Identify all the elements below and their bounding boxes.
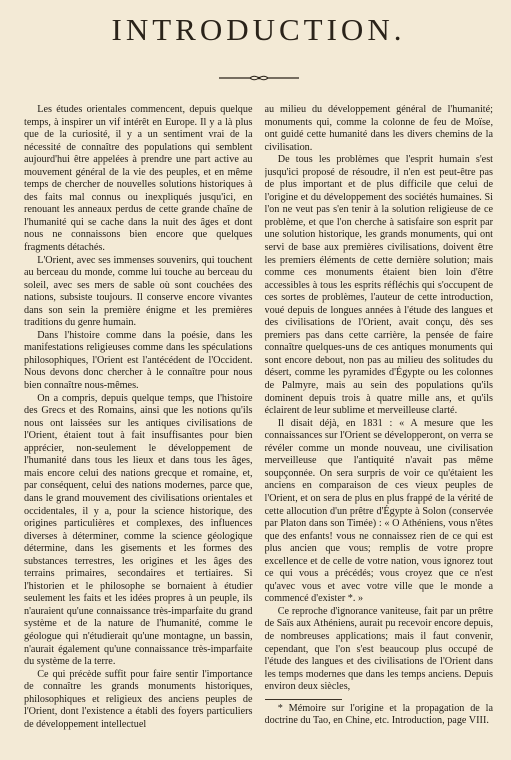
paragraph: De tous les problèmes que l'esprit humain s'est jusqu'ici proposé de résoudre, il n'en est peut-être pas de plus important et de plus difficile que celui de l'origine et du développement des sociétés humaines. Si l'on ne veut pas s'en tenir à la solution religieuse de ce problème, et que l'on cherche à satisfaire son esprit par une solution historique, les grands monuments, qui ont servi de base aux premières civilisations, doivent être les premiers éléments de cette dernière solution; mais comme ces monuments étaient bien loin d'être accessibles à tous les esprits réfléchis qui s'occupent de ces sortes de problèmes, l'auteur de cette introduction, voué depuis de longues années à l'étude des langues et des civilisations de l'Orient, avait conçu, dès ses premiers pas dans cette carrière, la pensée de faire connaître quelques-uns de ces antiques monuments qui sont encore debout, non pas au milieu des solitudes du désert, comme les pyramides d'Égypte ou les colonnes de Palmyre, mais au sein des populations qu'ils dominent depuis trois à quatre mille ans, et qu'ils éclairent de leur sublime et merveilleuse clarté. <box>264 154 493 417</box>
text-columns <box>24 104 493 736</box>
paragraph: On a compris, depuis quelque temps, que l'histoire des Grecs et des Romains, ainsi que les notions qu'ils nous ont laissées sur les antiques civilisations de l'Orient, étaient tout à fait insuffisantes pour bien apprécier, non-seulement le développement de l'humanité dans tous les lieux et dans tous les âges, mais encore celui des nations grecque et romaine, et, par conséquent, celui des nations modernes, parce que, dans le grand mouvement des civilisations orientales et occidentales, il y a, pour la science historique, des origines particulières et complexes, des influences diverses à déterminer, comme la science géologique détermine, dans les gisements et les formes des substances terrestres, les origines et les âges des terrains primaires, secondaires et tertiaires. Si l'historien et le philosophe se bornaient à étudier seulement les faits et les idées propres à un peuple, ils n'auraient qu'une connaissance très-imparfaite du grand système et de la nature de l'humanité, comme le géologue qui n'étudierait qu'une montagne, un bassin, n'aurait également qu'une connaissance très-imparfaite du système de la terre. <box>24 392 253 668</box>
paragraph: Il disait déjà, en 1831 : « A mesure que les connaissances sur l'Orient se développeront, on verra se révéler comme un monde nouveau, une civilisation merveilleuse que l'antiquité n'avait pas même soupçonnée. On sera surpris de voir ce qu'étaient les anciens en comparaison de ces vieux peuples de l'Orient, et on sera de plus en plus frappé de la vérité de cette allocution d'un prêtre d'Égypte à Solon (conservée par Platon dans son Timée) : « O Athéniens, vous n'êtes que des enfants! vous ne connaissez rien de ce qui est plus ancien que vous; remplis de votre propre excellence et de celle de votre nation, vous ignorez tout ce qui vous a précédés; vous croyez que ce n'est qu'avec vous et avec votre ville que le monde a commencé d'exister *. » <box>264 417 493 605</box>
right-column <box>265 104 494 736</box>
footnote-rule <box>265 699 343 700</box>
paragraph: Ce qui précède suffit pour faire sentir l'importance de connaître les grands monuments historiques, philosophiques et religieux des anciens peuples de l'Orient, dont l'existence a établi des foyers particuliers de développement intellectuel <box>24 668 253 730</box>
ornament-divider <box>219 74 299 82</box>
paragraph: Dans l'histoire comme dans la poésie, dans les manifestations religieuses comme dans les spéculations philosophiques, l'Orient est l'antécédent de l'Occident. Nous devons donc chercher à le connaître pour nous bien connaître nous-mêmes. <box>24 329 253 392</box>
paragraph: Ce reproche d'ignorance vaniteuse, fait par un prêtre de Saïs aux Athéniens, aurait pu recevoir encore depuis, de nombreuses applications; mais il faut convenir, cependant, que l'on s'est beaucoup plus occupé de l'étude des langues et des civilisations de l'Orient dans les temps modernes que dans les temps anciens. Depuis environ deux siècles, <box>264 605 493 693</box>
paragraph: au milieu du développement général de l'humanité; monuments qui, comme la colonne de feu de Moïse, ont guidé cette humanité dans les divers chemins de la civilisation. <box>264 104 493 153</box>
paragraph: Les études orientales commencent, depuis quelque temps, à inspirer un vif intérêt en Europe. Il y a là plus que de la curiosité, il y a un sentiment vrai de la nécessité de connaître des populations qui semblent aujourd'hui être appelées à prendre une part active au mouvement général de la vie des peuples, et en même temps de chercher de nouvelles solutions historiques à des faits mal connus ou inexpliqués jusqu'ici, en renouant les anneaux perdus de cette grande chaîne de l'humanité qui se cache dans la nuit des âges et dont nous ne connaissons bien encore que quelques fragments détachés. <box>24 104 253 254</box>
footnote: * Mémoire sur l'origine et la propagation de la doctrine du Tao, en Chine, etc. Introduction, page VIII. <box>264 702 493 727</box>
page-title: INTRODUCTION. <box>111 12 406 47</box>
paragraph: L'Orient, avec ses immenses souvenirs, qui touchent au berceau du monde, comme lui touche au berceau du soleil, avec ses mers de sable où sont couchées des nations, subsiste toujours. Il conserve encore vivantes dans son sein la première énigme et les premières traditions du genre humain. <box>24 254 253 329</box>
left-column <box>24 104 253 736</box>
